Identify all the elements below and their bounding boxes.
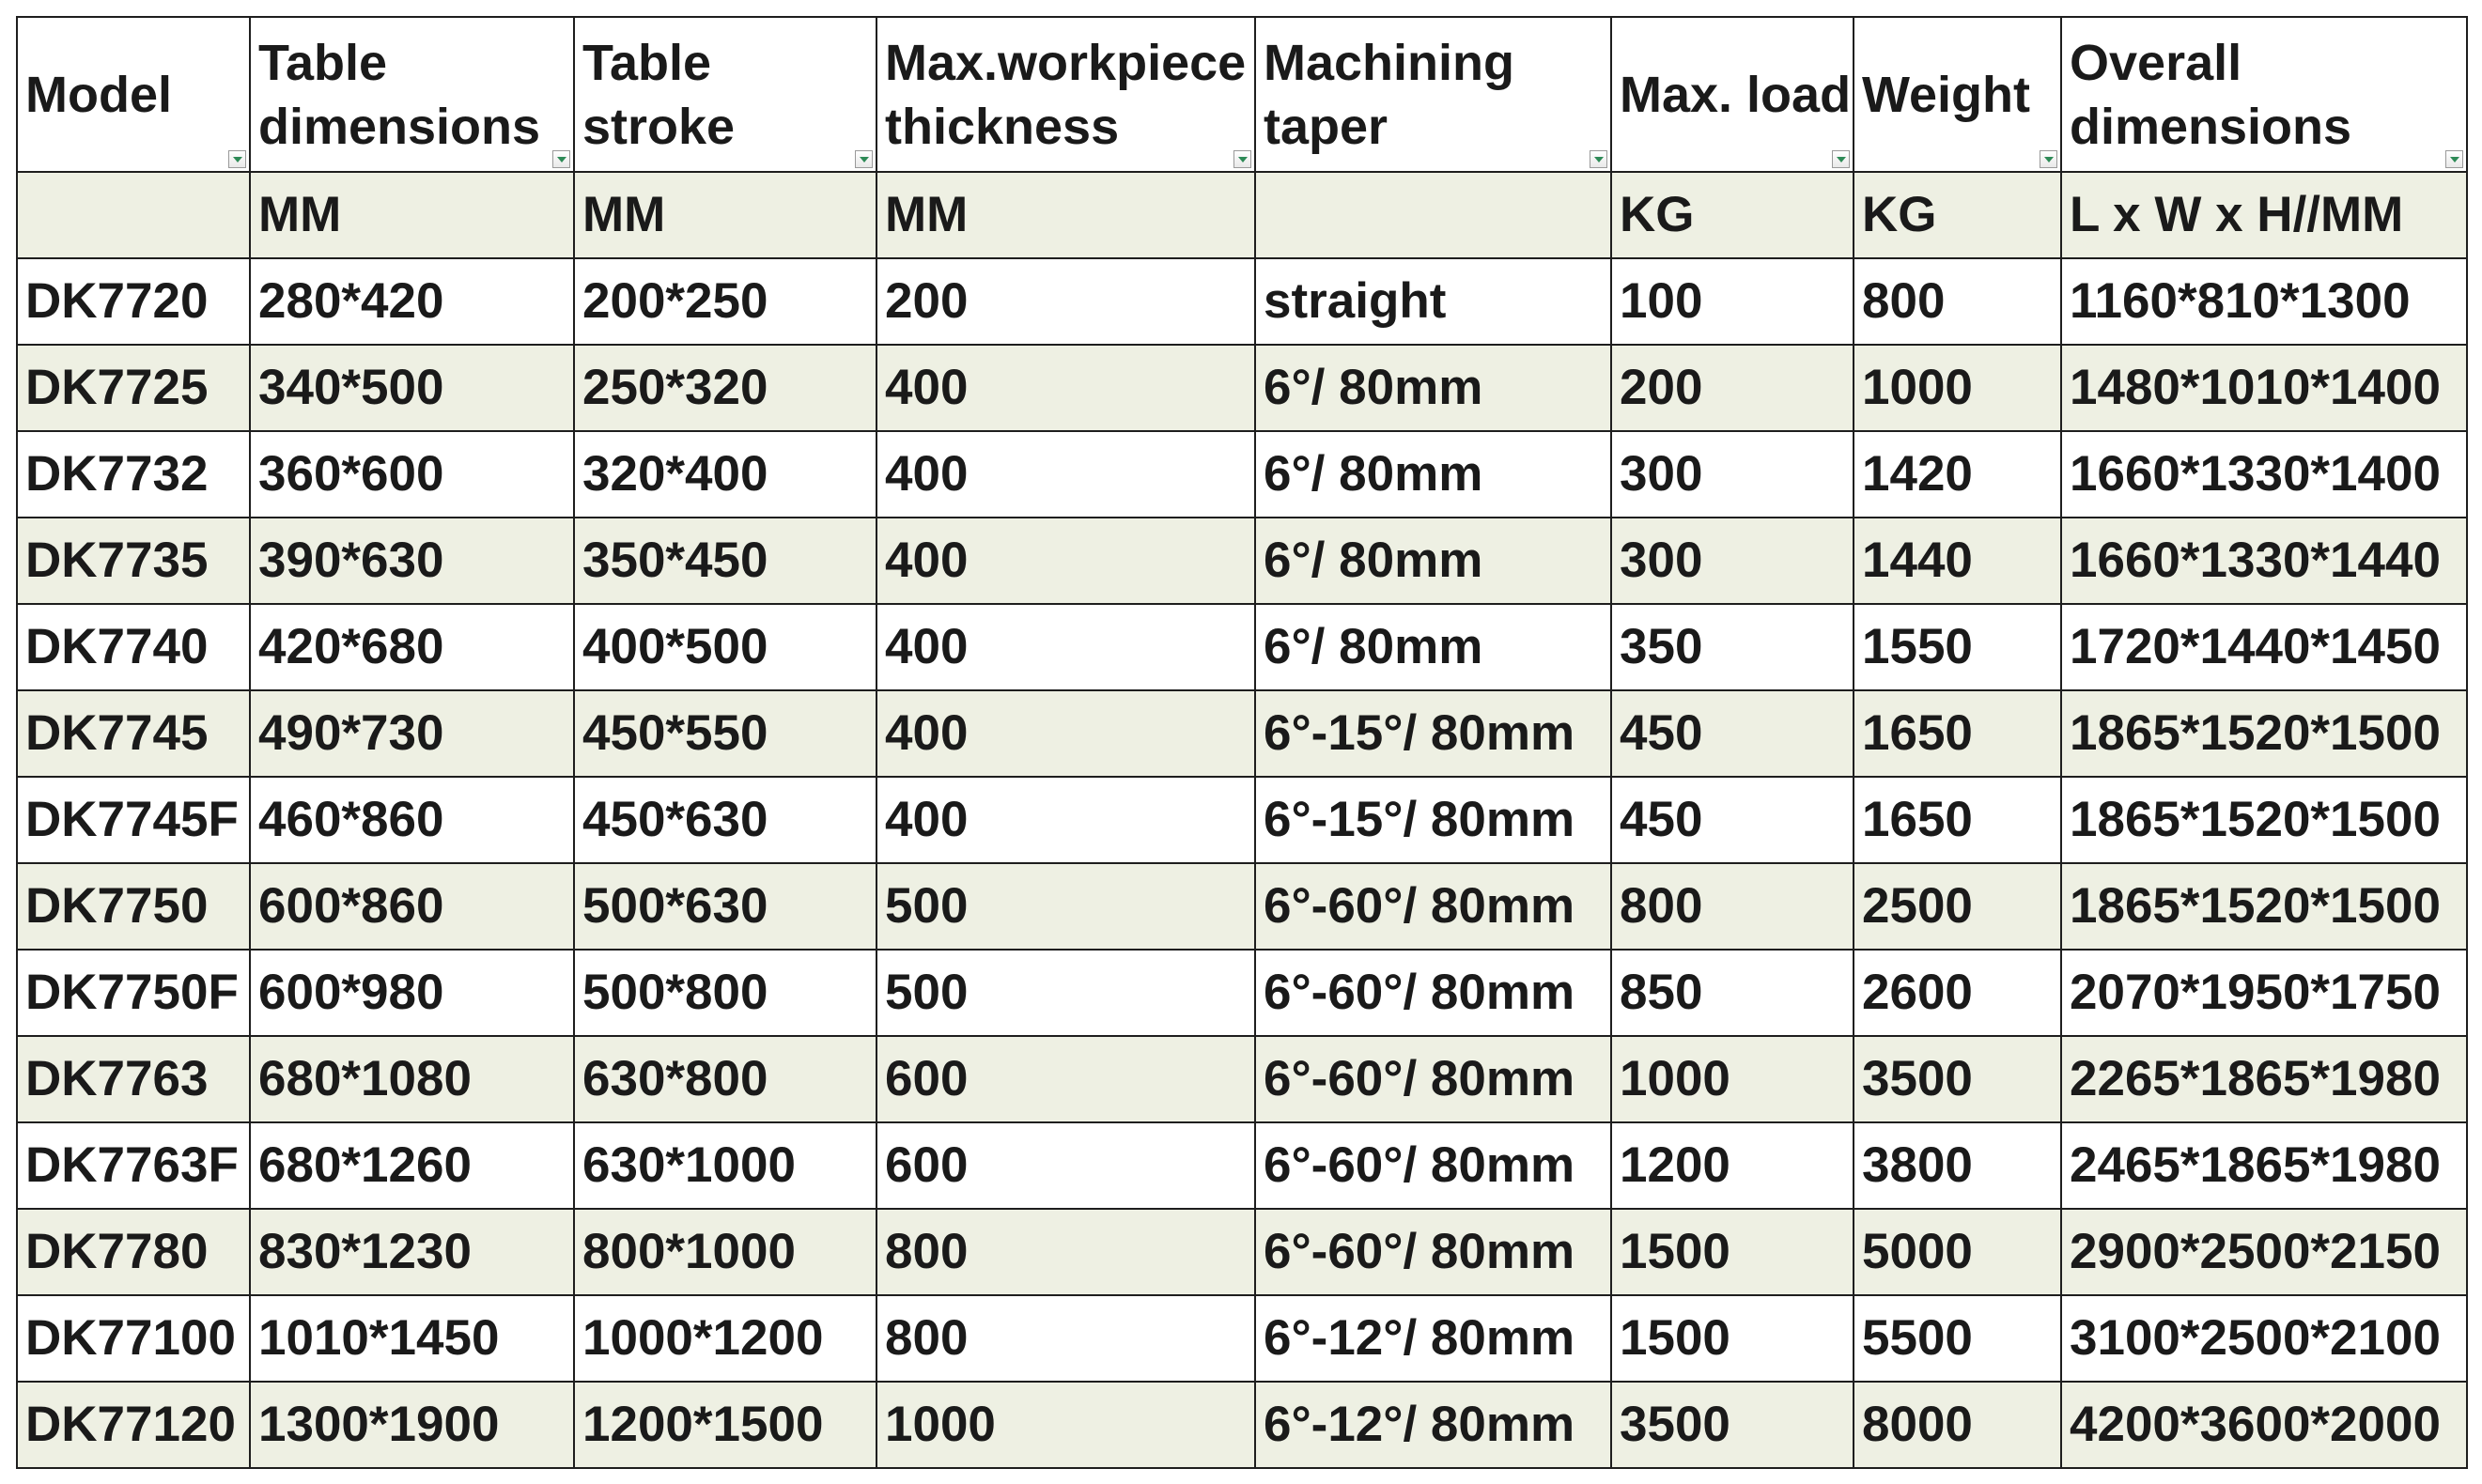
filter-dropdown-icon[interactable] (552, 150, 570, 168)
cell-max-thickness: 200 (876, 258, 1255, 345)
cell-model: DK7732 (17, 431, 250, 518)
header-max-load (1611, 17, 1854, 172)
cell-table-dimensions: 280*420 (250, 258, 574, 345)
filter-dropdown-icon[interactable] (2445, 150, 2463, 168)
filter-dropdown-icon[interactable] (1832, 150, 1850, 168)
cell-max-thickness: 500 (876, 863, 1255, 950)
cell-model: DK7750 (17, 863, 250, 950)
cell-overall: 1720*1440*1450 (2061, 604, 2467, 690)
filter-dropdown-icon[interactable] (228, 150, 246, 168)
cell-table-stroke: 500*800 (574, 950, 876, 1036)
column-header-label: Machining taper (1264, 34, 1514, 155)
cell-weight: 1420 (1854, 431, 2061, 518)
header-model (17, 17, 250, 172)
cell-overall: 1865*1520*1500 (2061, 777, 2467, 863)
cell-weight: 3500 (1854, 1036, 2061, 1122)
cell-table-dimensions: 680*1080 (250, 1036, 574, 1122)
cell-max-load: 3500 (1611, 1382, 1854, 1468)
cell-table-stroke: 630*1000 (574, 1122, 876, 1209)
table-body (17, 172, 2467, 1468)
header-taper (1255, 17, 1611, 172)
cell-table-stroke: 800*1000 (574, 1209, 876, 1295)
units-row (17, 172, 2467, 258)
cell-taper: 6°/ 80mm (1255, 431, 1611, 518)
cell-table-stroke: 400*500 (574, 604, 876, 690)
cell-taper: 6°-60°/ 80mm (1255, 1122, 1611, 1209)
cell-max-load: 800 (1611, 863, 1854, 950)
cell-table-dimensions: 600*980 (250, 950, 574, 1036)
column-header-label: Max.workpiece thickness (885, 34, 1247, 155)
cell-table-stroke: 350*450 (574, 518, 876, 604)
unit-cell: MM (876, 172, 1255, 258)
cell-taper: straight (1255, 258, 1611, 345)
cell-weight: 1650 (1854, 777, 2061, 863)
cell-table-dimensions: 340*500 (250, 345, 574, 431)
cell-max-thickness: 800 (876, 1209, 1255, 1295)
cell-table-dimensions: 460*860 (250, 777, 574, 863)
cell-model: DK7780 (17, 1209, 250, 1295)
cell-overall: 1160*810*1300 (2061, 258, 2467, 345)
cell-max-load: 450 (1611, 777, 1854, 863)
cell-max-load: 1500 (1611, 1209, 1854, 1295)
cell-max-thickness: 800 (876, 1295, 1255, 1382)
cell-model: DK7763 (17, 1036, 250, 1122)
cell-max-load: 200 (1611, 345, 1854, 431)
cell-model: DK77100 (17, 1295, 250, 1382)
cell-table-dimensions: 490*730 (250, 690, 574, 777)
cell-table-stroke: 630*800 (574, 1036, 876, 1122)
cell-weight: 3800 (1854, 1122, 2061, 1209)
header-overall (2061, 17, 2467, 172)
cell-weight: 1000 (1854, 345, 2061, 431)
header-row (17, 17, 2467, 172)
table-row (17, 777, 2467, 863)
cell-table-dimensions: 600*860 (250, 863, 574, 950)
cell-max-thickness: 600 (876, 1122, 1255, 1209)
cell-taper: 6°-60°/ 80mm (1255, 950, 1611, 1036)
filter-dropdown-icon[interactable] (1233, 150, 1251, 168)
cell-taper: 6°/ 80mm (1255, 604, 1611, 690)
cell-model: DK7720 (17, 258, 250, 345)
cell-table-stroke: 320*400 (574, 431, 876, 518)
cell-taper: 6°-60°/ 80mm (1255, 1209, 1611, 1295)
cell-taper: 6°-15°/ 80mm (1255, 777, 1611, 863)
cell-table-dimensions: 390*630 (250, 518, 574, 604)
table-row (17, 1382, 2467, 1468)
cell-table-stroke: 450*550 (574, 690, 876, 777)
cell-table-stroke: 1200*1500 (574, 1382, 876, 1468)
cell-table-dimensions: 680*1260 (250, 1122, 574, 1209)
table-header (17, 17, 2467, 172)
cell-overall: 2900*2500*2150 (2061, 1209, 2467, 1295)
cell-max-thickness: 1000 (876, 1382, 1255, 1468)
cell-overall: 3100*2500*2100 (2061, 1295, 2467, 1382)
cell-model: DK7745F (17, 777, 250, 863)
cell-weight: 5000 (1854, 1209, 2061, 1295)
cell-taper: 6°/ 80mm (1255, 345, 1611, 431)
table-row (17, 1036, 2467, 1122)
cell-weight: 800 (1854, 258, 2061, 345)
column-header-label: Table stroke (582, 34, 736, 155)
column-header-label: Table dimensions (258, 34, 541, 155)
header-weight (1854, 17, 2061, 172)
unit-cell: KG (1854, 172, 2061, 258)
spec-table (16, 16, 2468, 1469)
cell-overall: 1865*1520*1500 (2061, 690, 2467, 777)
cell-max-thickness: 400 (876, 431, 1255, 518)
unit-cell (1255, 172, 1611, 258)
filter-dropdown-icon[interactable] (1590, 150, 1607, 168)
cell-table-stroke: 500*630 (574, 863, 876, 950)
cell-table-dimensions: 420*680 (250, 604, 574, 690)
cell-table-dimensions: 1300*1900 (250, 1382, 574, 1468)
cell-weight: 1650 (1854, 690, 2061, 777)
unit-cell: L x W x H//MM (2061, 172, 2467, 258)
cell-max-thickness: 400 (876, 345, 1255, 431)
cell-max-thickness: 400 (876, 604, 1255, 690)
cell-model: DK7740 (17, 604, 250, 690)
unit-cell: KG (1611, 172, 1854, 258)
cell-weight: 1550 (1854, 604, 2061, 690)
header-table-dimensions (250, 17, 574, 172)
table-row (17, 1295, 2467, 1382)
cell-weight: 2500 (1854, 863, 2061, 950)
cell-table-dimensions: 830*1230 (250, 1209, 574, 1295)
cell-table-dimensions: 1010*1450 (250, 1295, 574, 1382)
header-table-stroke (574, 17, 876, 172)
filter-dropdown-icon[interactable] (2040, 150, 2057, 168)
cell-taper: 6°-15°/ 80mm (1255, 690, 1611, 777)
cell-weight: 1440 (1854, 518, 2061, 604)
cell-weight: 5500 (1854, 1295, 2061, 1382)
cell-max-load: 450 (1611, 690, 1854, 777)
cell-weight: 8000 (1854, 1382, 2061, 1468)
header-max-thickness (876, 17, 1255, 172)
cell-model: DK7735 (17, 518, 250, 604)
cell-model: DK7763F (17, 1122, 250, 1209)
cell-taper: 6°/ 80mm (1255, 518, 1611, 604)
cell-table-stroke: 450*630 (574, 777, 876, 863)
cell-weight: 2600 (1854, 950, 2061, 1036)
table-row (17, 431, 2467, 518)
cell-max-load: 1500 (1611, 1295, 1854, 1382)
cell-overall: 1480*1010*1400 (2061, 345, 2467, 431)
filter-dropdown-icon[interactable] (855, 150, 873, 168)
cell-table-stroke: 1000*1200 (574, 1295, 876, 1382)
table-row (17, 1122, 2467, 1209)
cell-max-thickness: 600 (876, 1036, 1255, 1122)
cell-taper: 6°-60°/ 80mm (1255, 1036, 1611, 1122)
table-row (17, 690, 2467, 777)
cell-max-thickness: 500 (876, 950, 1255, 1036)
cell-overall: 4200*3600*2000 (2061, 1382, 2467, 1468)
cell-max-load: 1000 (1611, 1036, 1854, 1122)
column-header-label: Overall dimensions (2070, 34, 2352, 155)
table-row (17, 518, 2467, 604)
cell-model: DK7725 (17, 345, 250, 431)
cell-max-load: 100 (1611, 258, 1854, 345)
cell-overall: 2465*1865*1980 (2061, 1122, 2467, 1209)
cell-overall: 2265*1865*1980 (2061, 1036, 2467, 1122)
unit-cell: MM (574, 172, 876, 258)
table-row (17, 950, 2467, 1036)
cell-overall: 1865*1520*1500 (2061, 863, 2467, 950)
cell-table-stroke: 250*320 (574, 345, 876, 431)
cell-max-thickness: 400 (876, 518, 1255, 604)
cell-max-load: 850 (1611, 950, 1854, 1036)
cell-table-stroke: 200*250 (574, 258, 876, 345)
cell-max-thickness: 400 (876, 777, 1255, 863)
cell-taper: 6°-60°/ 80mm (1255, 863, 1611, 950)
table-row (17, 1209, 2467, 1295)
cell-model: DK77120 (17, 1382, 250, 1468)
cell-model: DK7750F (17, 950, 250, 1036)
table-row (17, 258, 2467, 345)
unit-cell: MM (250, 172, 574, 258)
unit-cell (17, 172, 250, 258)
column-header-label: Model (25, 66, 172, 123)
cell-overall: 1660*1330*1440 (2061, 518, 2467, 604)
column-header-label: Max. load (1620, 66, 1852, 123)
cell-max-load: 1200 (1611, 1122, 1854, 1209)
cell-overall: 2070*1950*1750 (2061, 950, 2467, 1036)
cell-taper: 6°-12°/ 80mm (1255, 1382, 1611, 1468)
cell-max-load: 300 (1611, 518, 1854, 604)
cell-max-thickness: 400 (876, 690, 1255, 777)
cell-max-load: 350 (1611, 604, 1854, 690)
cell-table-dimensions: 360*600 (250, 431, 574, 518)
table-row (17, 345, 2467, 431)
column-header-label: Weight (1862, 66, 2030, 123)
cell-overall: 1660*1330*1400 (2061, 431, 2467, 518)
cell-max-load: 300 (1611, 431, 1854, 518)
table-row (17, 604, 2467, 690)
cell-model: DK7745 (17, 690, 250, 777)
table-row (17, 863, 2467, 950)
cell-taper: 6°-12°/ 80mm (1255, 1295, 1611, 1382)
